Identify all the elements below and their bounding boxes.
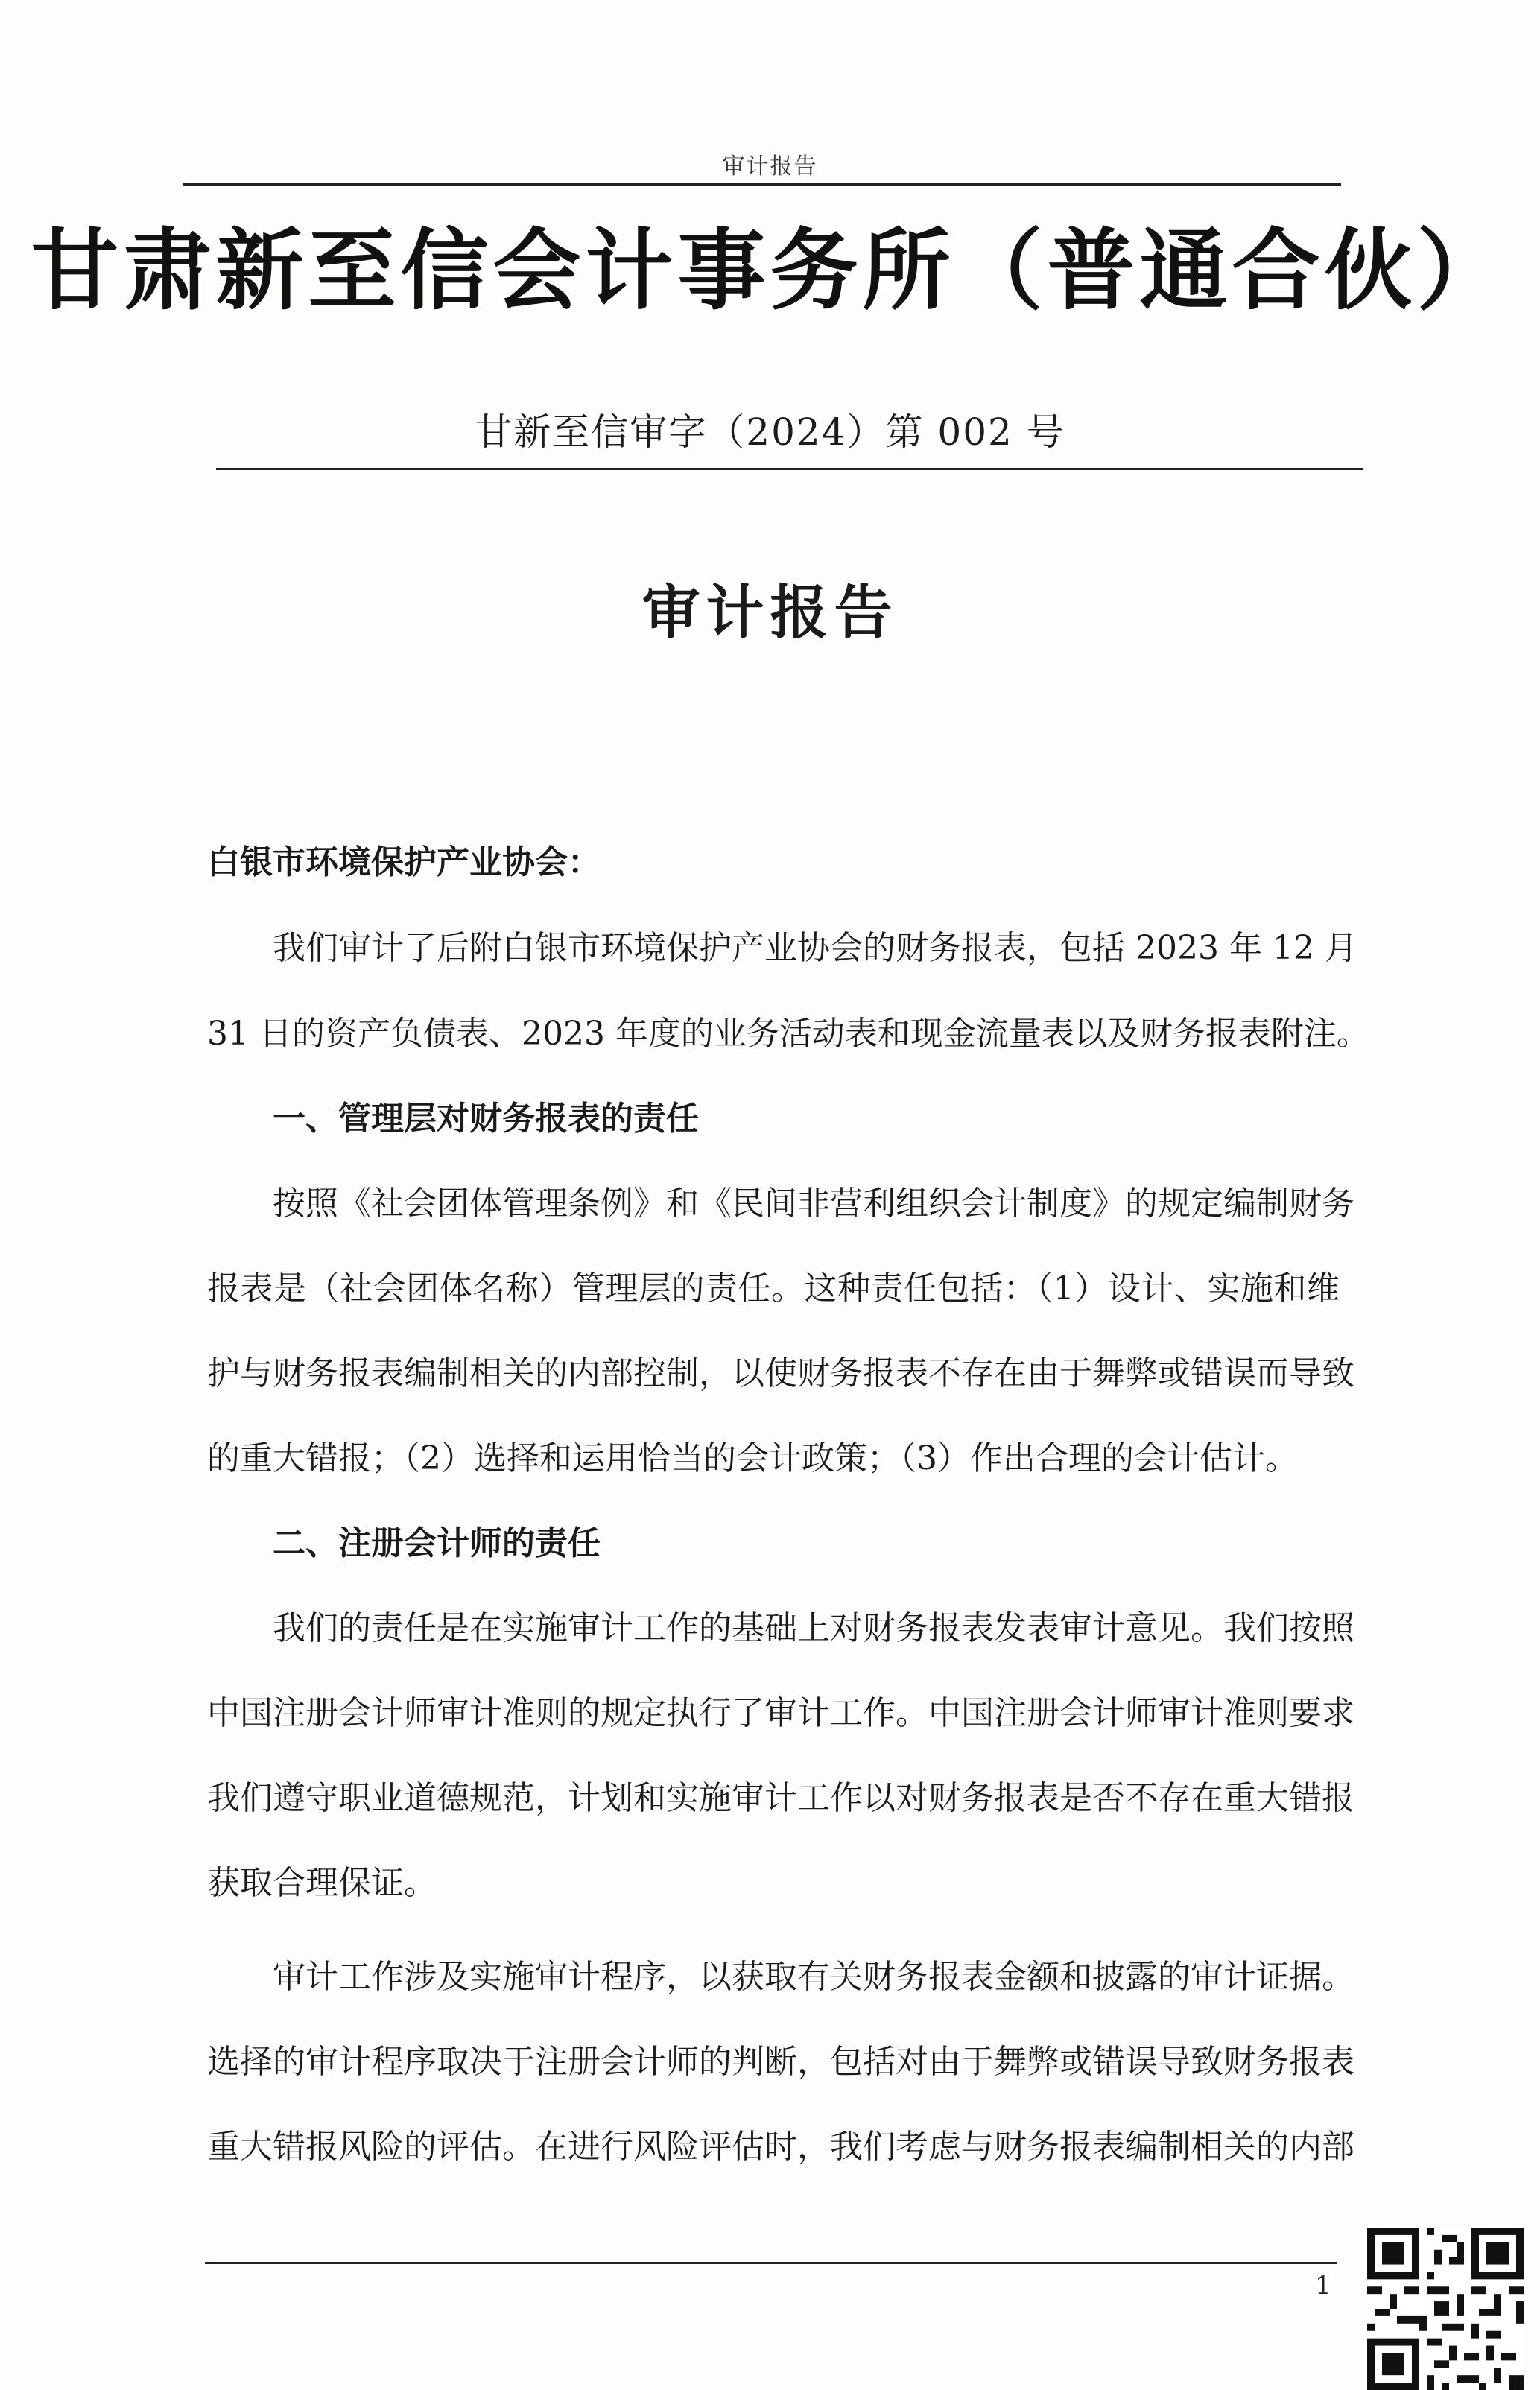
- report-title: 审计报告: [641, 580, 899, 647]
- paragraph-line: 中国注册会计师审计准则的规定执行了审计工作。中国注册会计师审计准则要求: [207, 1694, 1354, 1732]
- paragraph-line: 报表是（社会团体名称）管理层的责任。这种责任包括：（1）设计、实施和维: [207, 1270, 1340, 1307]
- title-rule: [216, 468, 1363, 470]
- paragraph-line: 的重大错报；（2）选择和运用恰当的会计政策；（3）作出合理的会计估计。: [207, 1439, 1298, 1477]
- running-header: 审计报告: [722, 153, 818, 180]
- paragraph-line: 我们的责任是在实施审计工作的基础上对财务报表发表审计意见。我们按照: [273, 1609, 1354, 1647]
- paragraph-line: 审计工作涉及实施审计程序，以获取有关财务报表金额和披露的审计证据。: [273, 1958, 1354, 1996]
- addressee: 白银市环境保护产业协会：: [207, 843, 601, 881]
- footer-rule: [205, 2262, 1337, 2264]
- section-heading: 二、注册会计师的责任: [273, 1524, 601, 1562]
- paragraph-line: 31 日的资产负债表、2023 年度的业务活动表和现金流量表以及财务报表附注。: [207, 1015, 1369, 1053]
- report-body: [207, 820, 1369, 2235]
- qr-code-icon: [1367, 2228, 1524, 2390]
- paragraph-line: 重大错报风险的评估。在进行风险评估时，我们考虑与财务报表编制相关的内部: [207, 2128, 1354, 2166]
- paragraph-line: 选择的审计程序取决于注册会计师的判断，包括对由于舞弊或错误导致财务报表: [207, 2043, 1354, 2081]
- paragraph-line: 我们审计了后附白银市环境保护产业协会的财务报表，包括 2023 年 12 月: [273, 929, 1357, 967]
- paragraph-line: 获取合理保证。: [207, 1864, 437, 1902]
- document-number: 甘新至信审字（2024）第 002 号: [475, 411, 1065, 454]
- firm-name: 甘肃新至信会计事务所（普通合伙）: [31, 219, 1509, 322]
- header-rule: [183, 183, 1341, 186]
- paragraph-line: 护与财务报表编制相关的内部控制，以使财务报表不存在由于舞弊或错误而导致: [207, 1354, 1354, 1392]
- paragraph-line: 按照《社会团体管理条例》和《民间非营利组织会计制度》的规定编制财务: [273, 1185, 1354, 1223]
- page-number: 1: [1315, 2271, 1331, 2301]
- paragraph-line: 我们遵守职业道德规范，计划和实施审计工作以对财务报表是否不存在重大错报: [207, 1779, 1354, 1817]
- section-heading: 一、管理层对财务报表的责任: [273, 1100, 699, 1138]
